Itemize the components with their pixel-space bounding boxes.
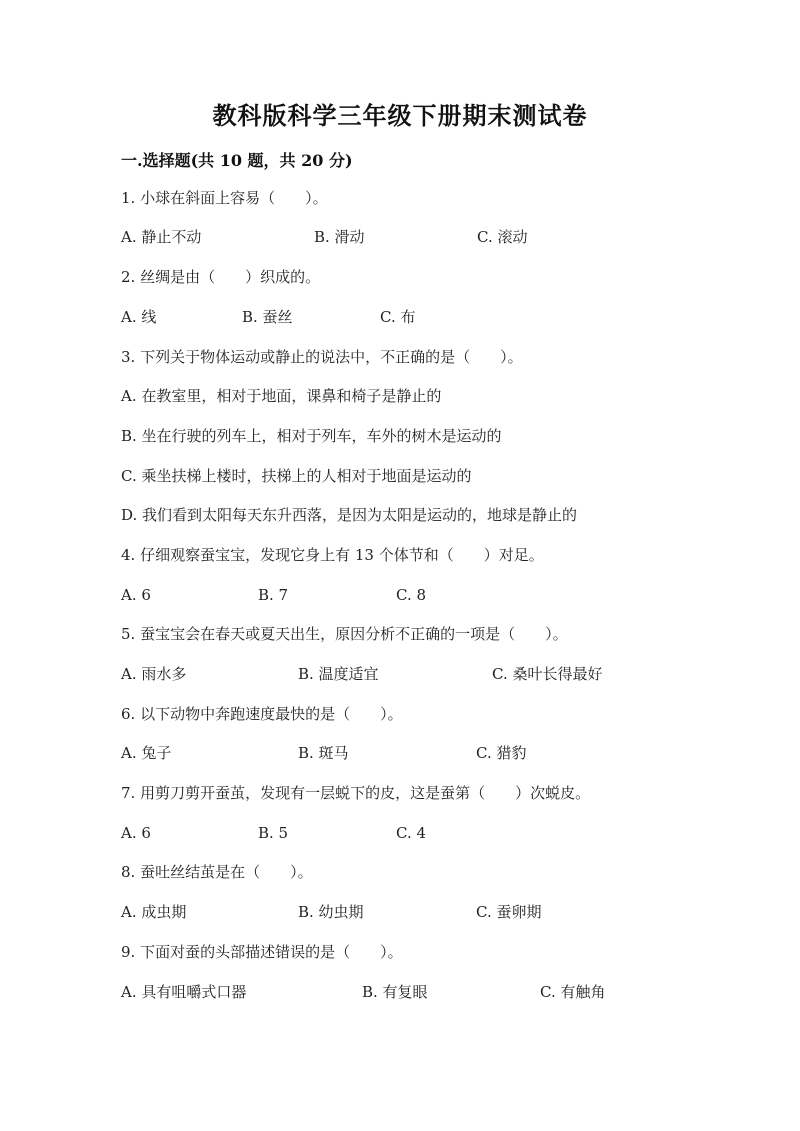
- question-5-option-b: B. 温度适宜: [298, 665, 379, 683]
- question-2-stem: 2. 丝绸是由（ ）织成的。: [121, 268, 321, 286]
- question-3-option-b: B. 坐在行驶的列车上，相对于列车，车外的树木是运动的: [121, 427, 502, 445]
- question-4-option-c: C. 8: [396, 586, 427, 604]
- question-3-option-d: D. 我们看到太阳每天东升西落，是因为太阳是运动的，地球是静止的: [121, 506, 578, 524]
- question-8-stem: 8. 蚕吐丝结茧是在（ ）。: [121, 863, 313, 881]
- question-2-option-c: C. 布: [380, 308, 416, 326]
- question-9-stem: 9. 下面对蚕的头部描述错误的是（ ）。: [121, 943, 403, 961]
- question-4-option-a: A. 6: [121, 586, 151, 604]
- question-4-option-b: B. 7: [258, 586, 289, 604]
- question-6-stem: 6. 以下动物中奔跑速度最快的是（ ）。: [121, 705, 403, 723]
- question-9-option-a: A. 具有咀嚼式口器: [121, 983, 247, 1001]
- question-8-option-a: A. 成虫期: [121, 903, 187, 921]
- question-9-option-c: C. 有触角: [540, 983, 606, 1001]
- question-5-option-c: C. 桑叶长得最好: [492, 665, 603, 683]
- question-5-option-a: A. 雨水多: [121, 665, 187, 683]
- question-7-option-b: B. 5: [258, 824, 289, 842]
- question-3-option-a: A. 在教室里，相对于地面，课鼻和椅子是静止的: [121, 387, 442, 405]
- question-9-option-b: B. 有复眼: [362, 983, 428, 1001]
- question-1-option-b: B. 滑动: [314, 228, 365, 246]
- section-header: 一.选择题(共 10 题，共 20 分): [121, 151, 353, 170]
- question-1-option-a: A. 静止不动: [121, 228, 202, 246]
- page-title: 教科版科学三年级下册期末测试卷: [212, 101, 588, 130]
- question-7-option-c: C. 4: [396, 824, 427, 842]
- question-2-option-b: B. 蚕丝: [242, 308, 293, 326]
- question-7-option-a: A. 6: [121, 824, 151, 842]
- question-3-option-c: C. 乘坐扶梯上楼时，扶梯上的人相对于地面是运动的: [121, 467, 472, 485]
- question-4-stem: 4. 仔细观察蚕宝宝，发现它身上有 13 个体节和（ ）对足。: [121, 546, 544, 564]
- question-6-option-c: C. 猎豹: [476, 744, 527, 762]
- question-8-option-c: C. 蚕卵期: [476, 903, 542, 921]
- question-6-option-b: B. 斑马: [298, 744, 349, 762]
- question-7-stem: 7. 用剪刀剪开蚕茧，发现有一层蜕下的皮，这是蚕第（ ）次蜕皮。: [121, 784, 591, 802]
- question-5-stem: 5. 蚕宝宝会在春天或夏天出生，原因分析不正确的一项是（ ）。: [121, 625, 568, 643]
- question-2-option-a: A. 线: [121, 308, 157, 326]
- question-3-stem: 3. 下列关于物体运动或静止的说法中，不正确的是（ ）。: [121, 348, 523, 366]
- question-6-option-a: A. 兔子: [121, 744, 172, 762]
- question-8-option-b: B. 幼虫期: [298, 903, 364, 921]
- question-1-option-c: C. 滚动: [477, 228, 528, 246]
- question-1-stem: 1. 小球在斜面上容易（ ）。: [121, 189, 328, 207]
